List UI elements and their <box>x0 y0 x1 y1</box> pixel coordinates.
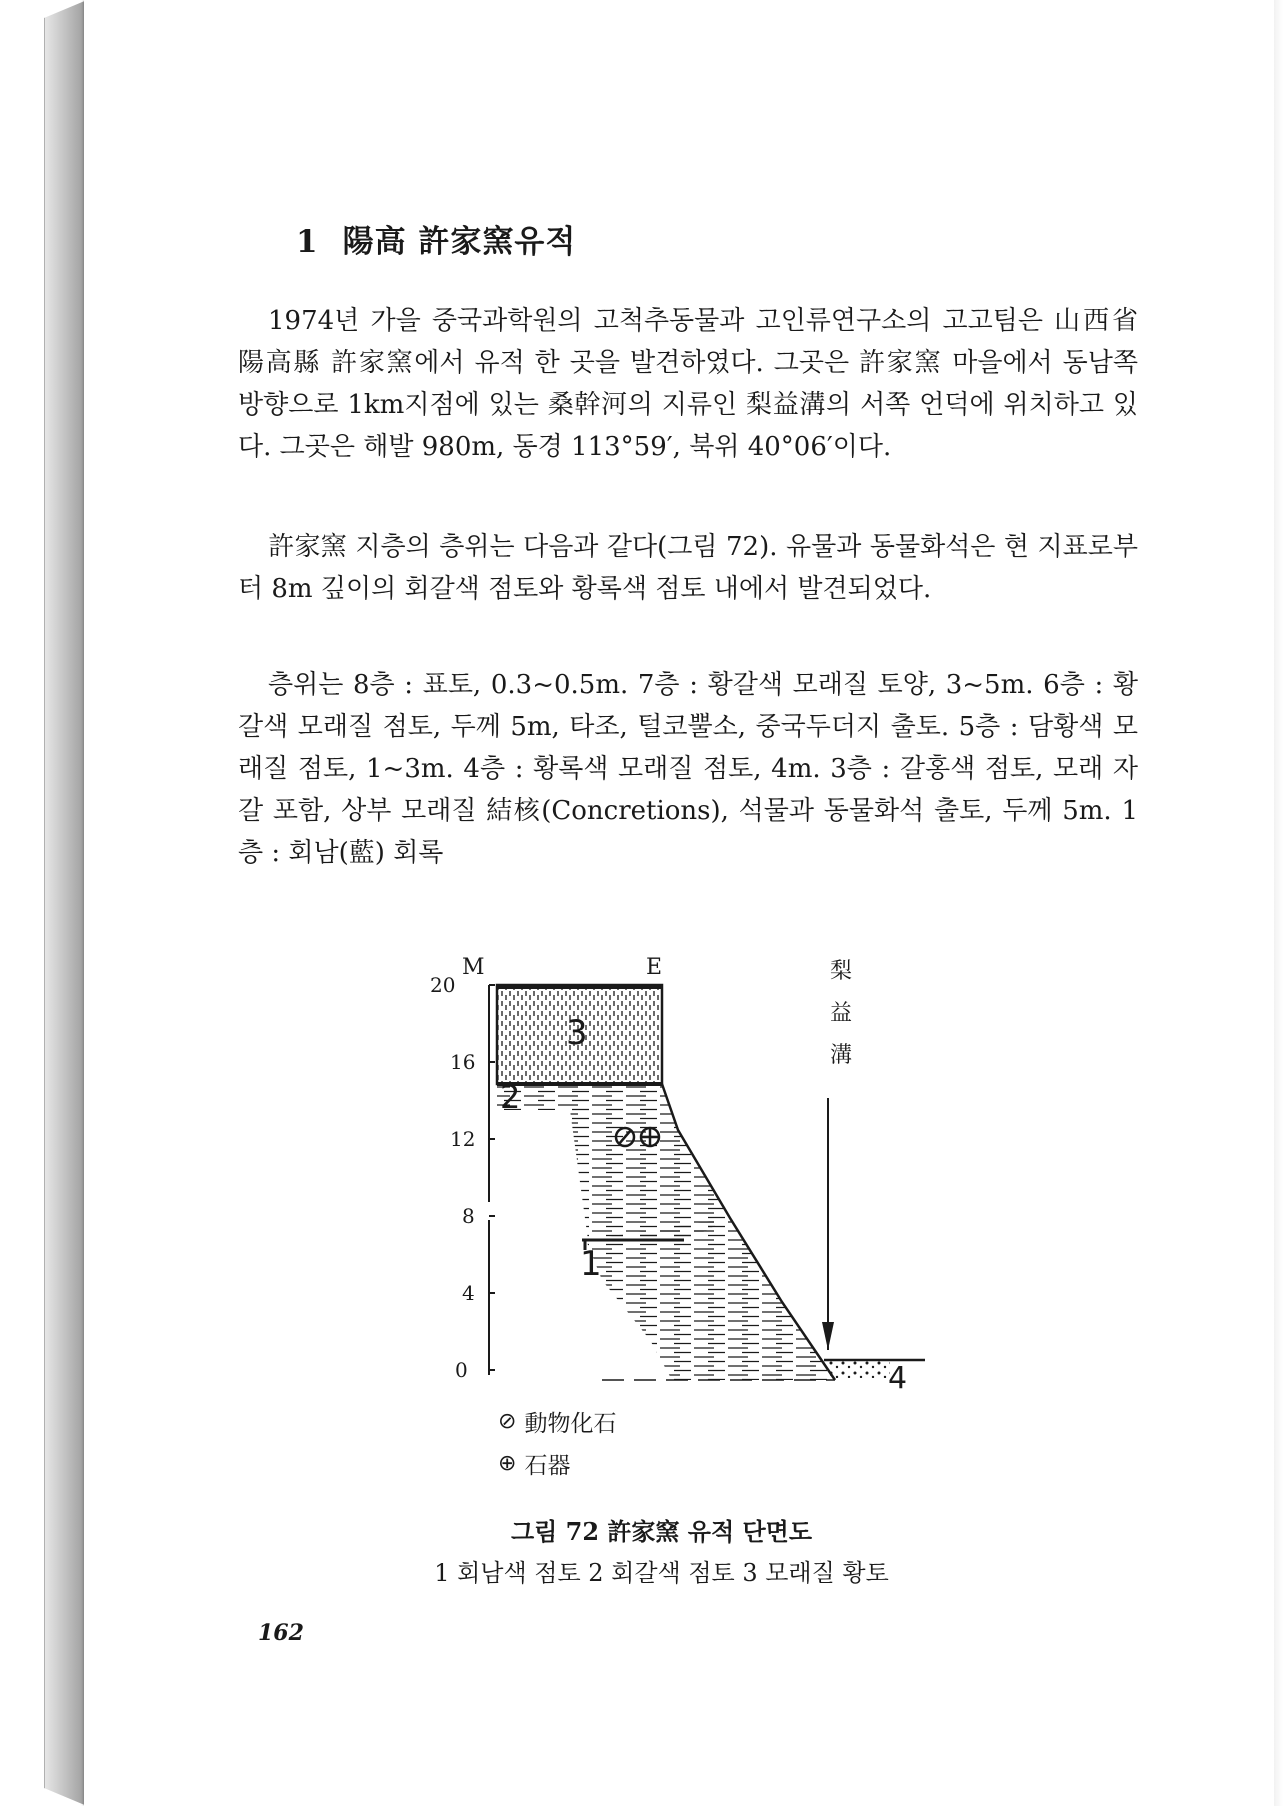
y-axis <box>430 973 495 1382</box>
y-tick-16: 16 <box>450 1050 476 1074</box>
stream-label-char-3: 溝 <box>830 1043 853 1068</box>
layer-2-grey-brown-clay <box>497 1086 730 1240</box>
paragraph-2-text: 許家窯 지층의 층위는 다음과 같다(그림 72). 유물과 동물화석은 현 지표로부터 8m 깊이의 회갈색 점토와 황록색 점토 내에서 발견되었다. <box>238 532 1138 604</box>
stone-tool-icon: ⊕ <box>498 1451 517 1476</box>
figure-caption-title: 그림 72 許家窯 유적 단면도 <box>510 1517 813 1546</box>
section-title: 陽高 許家窯유적 <box>342 224 577 260</box>
paragraph-3 <box>238 664 1138 874</box>
legend-item-animal-fossil <box>498 1405 616 1438</box>
paragraph-3-text: 층위는 8층 : 표토, 0.3~0.5m. 7층 : 황갈색 모래질 토양, 3~5m. 6층 : 황갈색 모래질 점토, 두께 5m, 타조, 털코뿔소, 중국두더지 출토. 5층 : 담황색 모래질 점토, 1~3m. 4층 : 황록색 모래질 점토, 4m. 3층 : 갈홍색 점토, 모래 자갈 포함, 상부 모래질 結核(Concretions), 석물과 동물화석 출토, 두께 5m. 1층 : 회남(藍) 회록 <box>238 670 1138 868</box>
layer-label-2: 2 <box>500 1078 521 1116</box>
paragraph-1-text: 1974년 가을 중국과학원의 고척추동물과 고인류연구소의 고고팀은 山西省 陽高縣 許家窯에서 유적 한 곳을 발견하였다. 그곳은 許家窯 마을에서 동남쪽 방향으로 1km지점에 있는 桑幹河의 지류인 梨益溝의 서쪽 언덕에 위치하고 있다. 그곳은 해발 980m, 동경 113°59′, 북위 40°06′이다. <box>238 306 1138 462</box>
y-tick-20: 20 <box>430 973 456 997</box>
stream-arrow-icon <box>822 1098 834 1350</box>
stream-label-char-2: 益 <box>830 1001 853 1026</box>
animal-fossil-icon: ⊘ <box>498 1409 517 1434</box>
y-tick-8: 8 <box>462 1204 475 1228</box>
y-tick-4: 4 <box>462 1281 475 1305</box>
paragraph-1 <box>238 300 1138 468</box>
corner-label-e: E <box>646 955 663 980</box>
y-tick-12: 12 <box>450 1127 476 1151</box>
layer-label-3: 3 <box>566 1013 588 1053</box>
legend-label: 動物化石 <box>524 1411 617 1437</box>
stone-tool-icon <box>641 1128 659 1146</box>
layer-1-grey-blue-clay <box>586 1218 835 1380</box>
section-number: 1 <box>296 224 319 260</box>
legend-item-stone-tool <box>498 1447 570 1480</box>
section-heading <box>296 216 576 261</box>
y-tick-0: 0 <box>455 1358 468 1382</box>
figure-caption-subtitle: 1 회남색 점토 2 회갈색 점토 3 모래질 황토 <box>434 1559 889 1587</box>
legend-label: 石器 <box>524 1453 571 1479</box>
layer-label-4: 4 <box>888 1361 908 1396</box>
layer-label-1: 1 <box>580 1244 602 1284</box>
layer-4-gravel <box>824 1360 890 1378</box>
stream-label-char-1: 梨 <box>830 959 853 984</box>
page-number: 162 <box>258 1620 304 1646</box>
corner-label-m: M <box>462 955 485 980</box>
paragraph-2 <box>238 526 1138 610</box>
